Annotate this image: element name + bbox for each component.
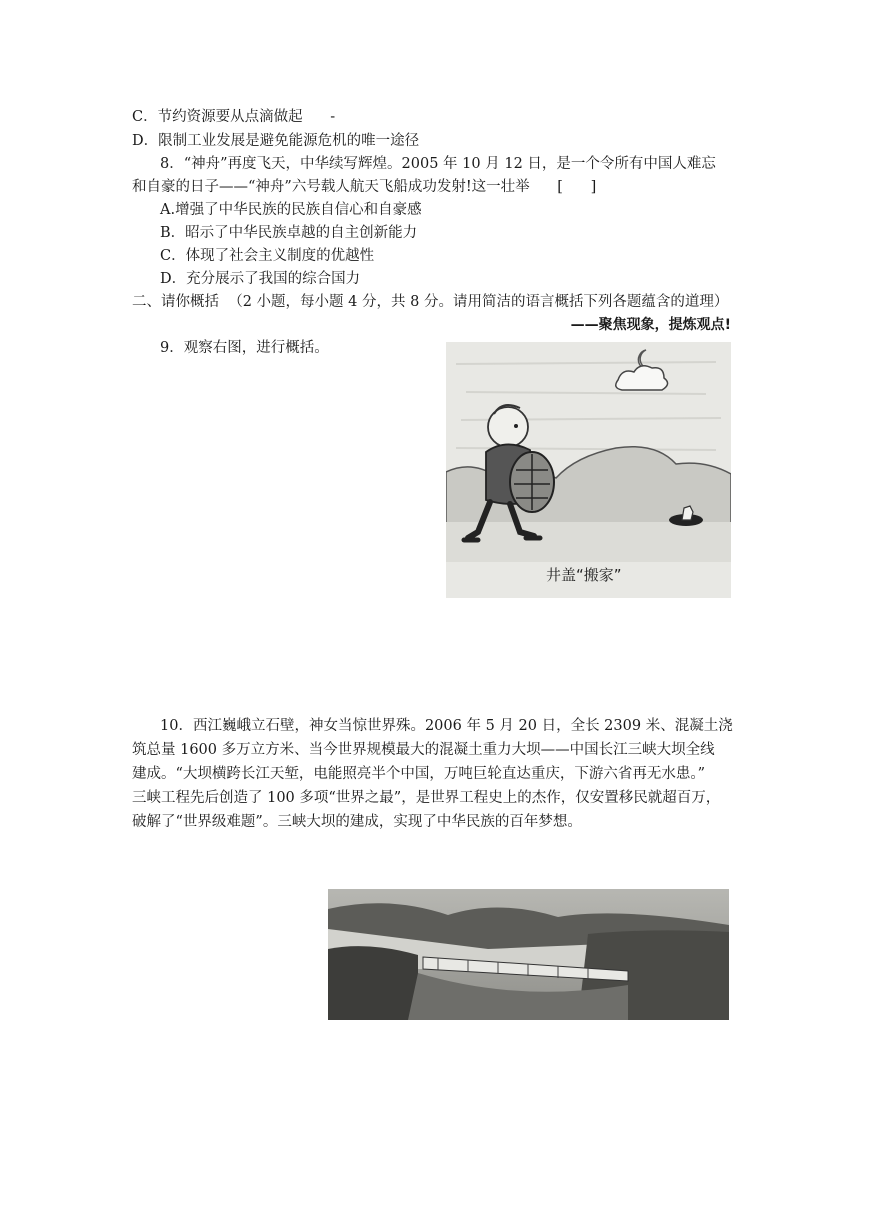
question-10-line5: 破解了“世界级难题”。三峡大坝的建成，实现了中华民族的百年梦想。 (132, 814, 582, 830)
question-8-line2: 和自豪的日子——“神舟”六号载人航天飞船成功发射!这一壮举 [ ] (132, 179, 597, 195)
question-10-line3: 建成。“大坝横跨长江天堑，电能照亮半个中国，万吨巨轮直达重庆，下游六省再无水患。” (132, 766, 706, 782)
option-a-q8: A.增强了中华民族的民族自信心和自豪感 (160, 202, 422, 218)
three-gorges-dam-photo (328, 889, 729, 1020)
option-d-q8: D．充分展示了我国的综合国力 (160, 271, 361, 287)
question-9: 9．观察右图，进行概括。 (160, 340, 329, 356)
section-2-heading: 二、请你概括 （2 小题，每小题 4 分，共 8 分。请用简洁的语言概括下列各题蕴含的道理） (132, 294, 729, 310)
cartoon-caption: 井盖“搬家” (546, 566, 622, 584)
option-c-q7: C．节约资源要从点滴做起 - (132, 109, 336, 125)
question-10-line4: 三峡工程先后创造了 100 多项“世界之最”，是世界工程史上的杰作，仅安置移民就超百万， (132, 790, 721, 806)
question-10-line1: 10．西江巍峨立石壁，神女当惊世界殊。2006 年 5 月 20 日，全长 2309 米、混凝土浇 (160, 718, 733, 734)
manhole-cartoon-image (446, 342, 731, 598)
section-2-slogan: ——聚焦现象，提炼观点! (570, 317, 731, 333)
question-8-line1: 8．“神舟”再度飞天，中华续写辉煌。2005 年 10 月 12 日，是一个令所有中国人难忘 (160, 156, 716, 172)
option-c-q8: C．体现了社会主义制度的优越性 (160, 248, 375, 264)
question-10-line2: 筑总量 1600 多万立方米、当今世界规模最大的混凝土重力大坝——中国长江三峡大坝全线 (132, 742, 715, 758)
option-d-q7: D．限制工业发展是避免能源危机的唯一途径 (132, 133, 420, 149)
option-b-q8: B．昭示了中华民族卓越的自主创新能力 (160, 225, 418, 241)
